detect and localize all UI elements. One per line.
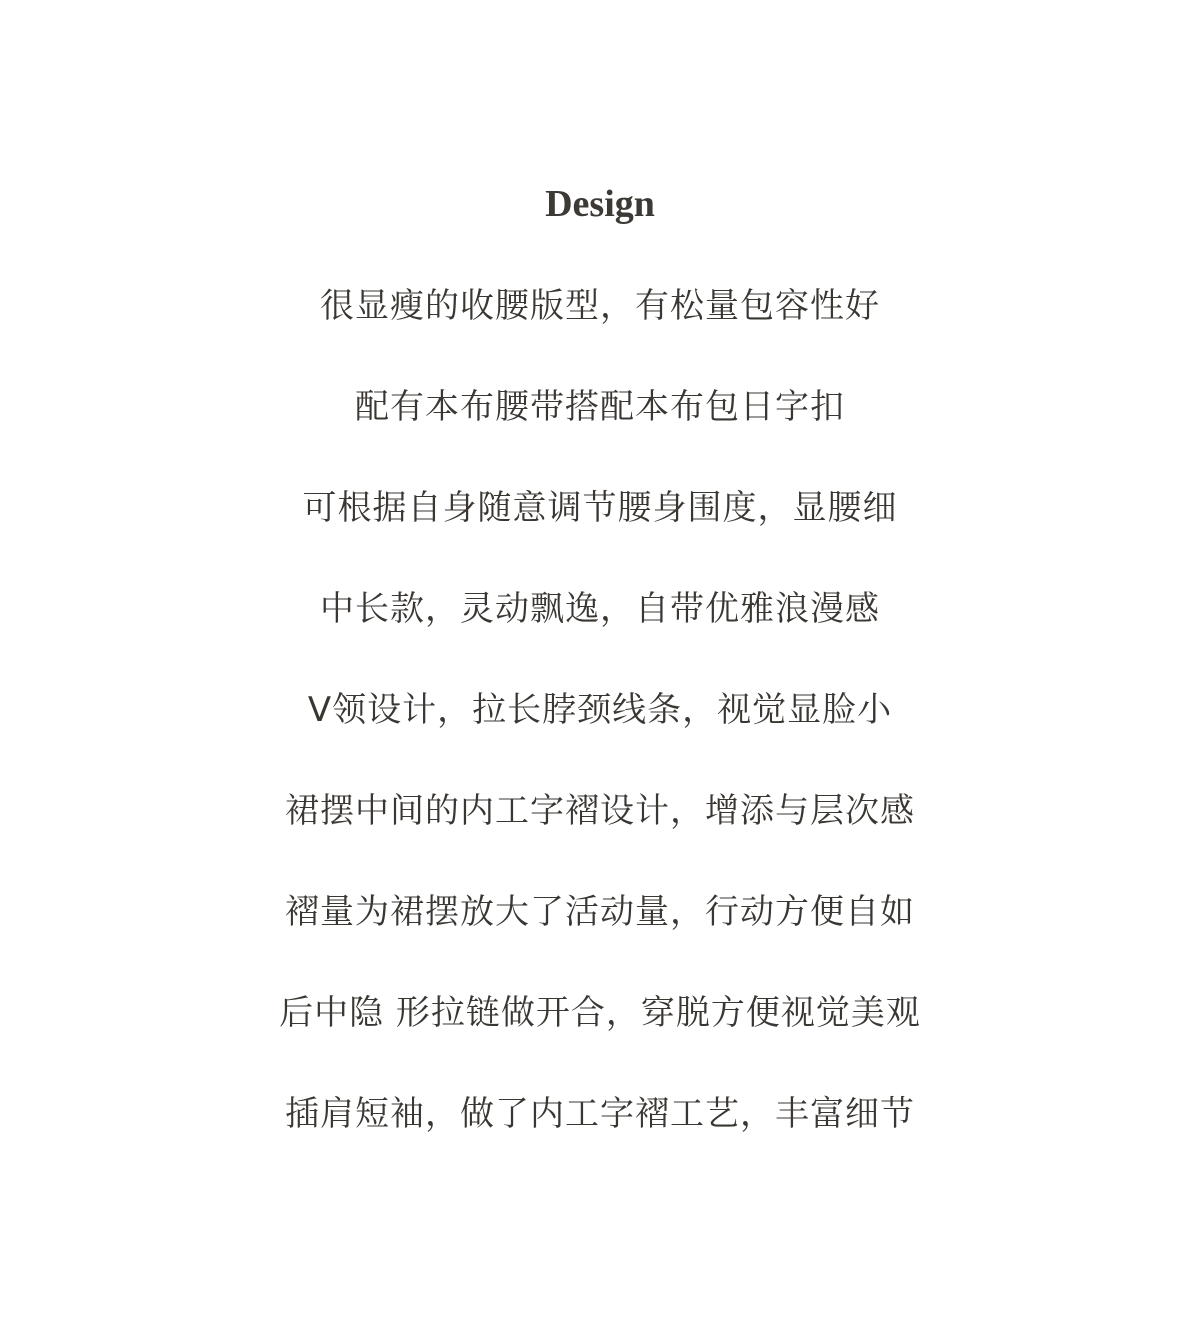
feature-line: 裙摆中间的内工字褶设计，增添与层次感 xyxy=(285,791,915,831)
feature-line: 褶量为裙摆放大了活动量，行动方便自如 xyxy=(285,892,915,932)
feature-list xyxy=(0,276,1200,1185)
section-heading: Design xyxy=(545,183,655,225)
feature-line: 可根据自身随意调节腰身围度，显腰细 xyxy=(302,488,898,528)
feature-line: V领设计，拉长脖颈线条，视觉显脸小 xyxy=(307,690,893,730)
feature-line: 配有本布腰带搭配本布包日字扣 xyxy=(355,387,845,427)
feature-line: 很显瘦的收腰版型，有松量包容性好 xyxy=(320,286,880,326)
feature-line: 中长款，灵动飘逸，自带优雅浪漫感 xyxy=(320,589,880,629)
feature-line: 插肩短袖，做了内工字褶工艺，丰富细节 xyxy=(285,1094,915,1134)
feature-line: 后中隐 形拉链做开合，穿脱方便视觉美观 xyxy=(279,993,921,1033)
